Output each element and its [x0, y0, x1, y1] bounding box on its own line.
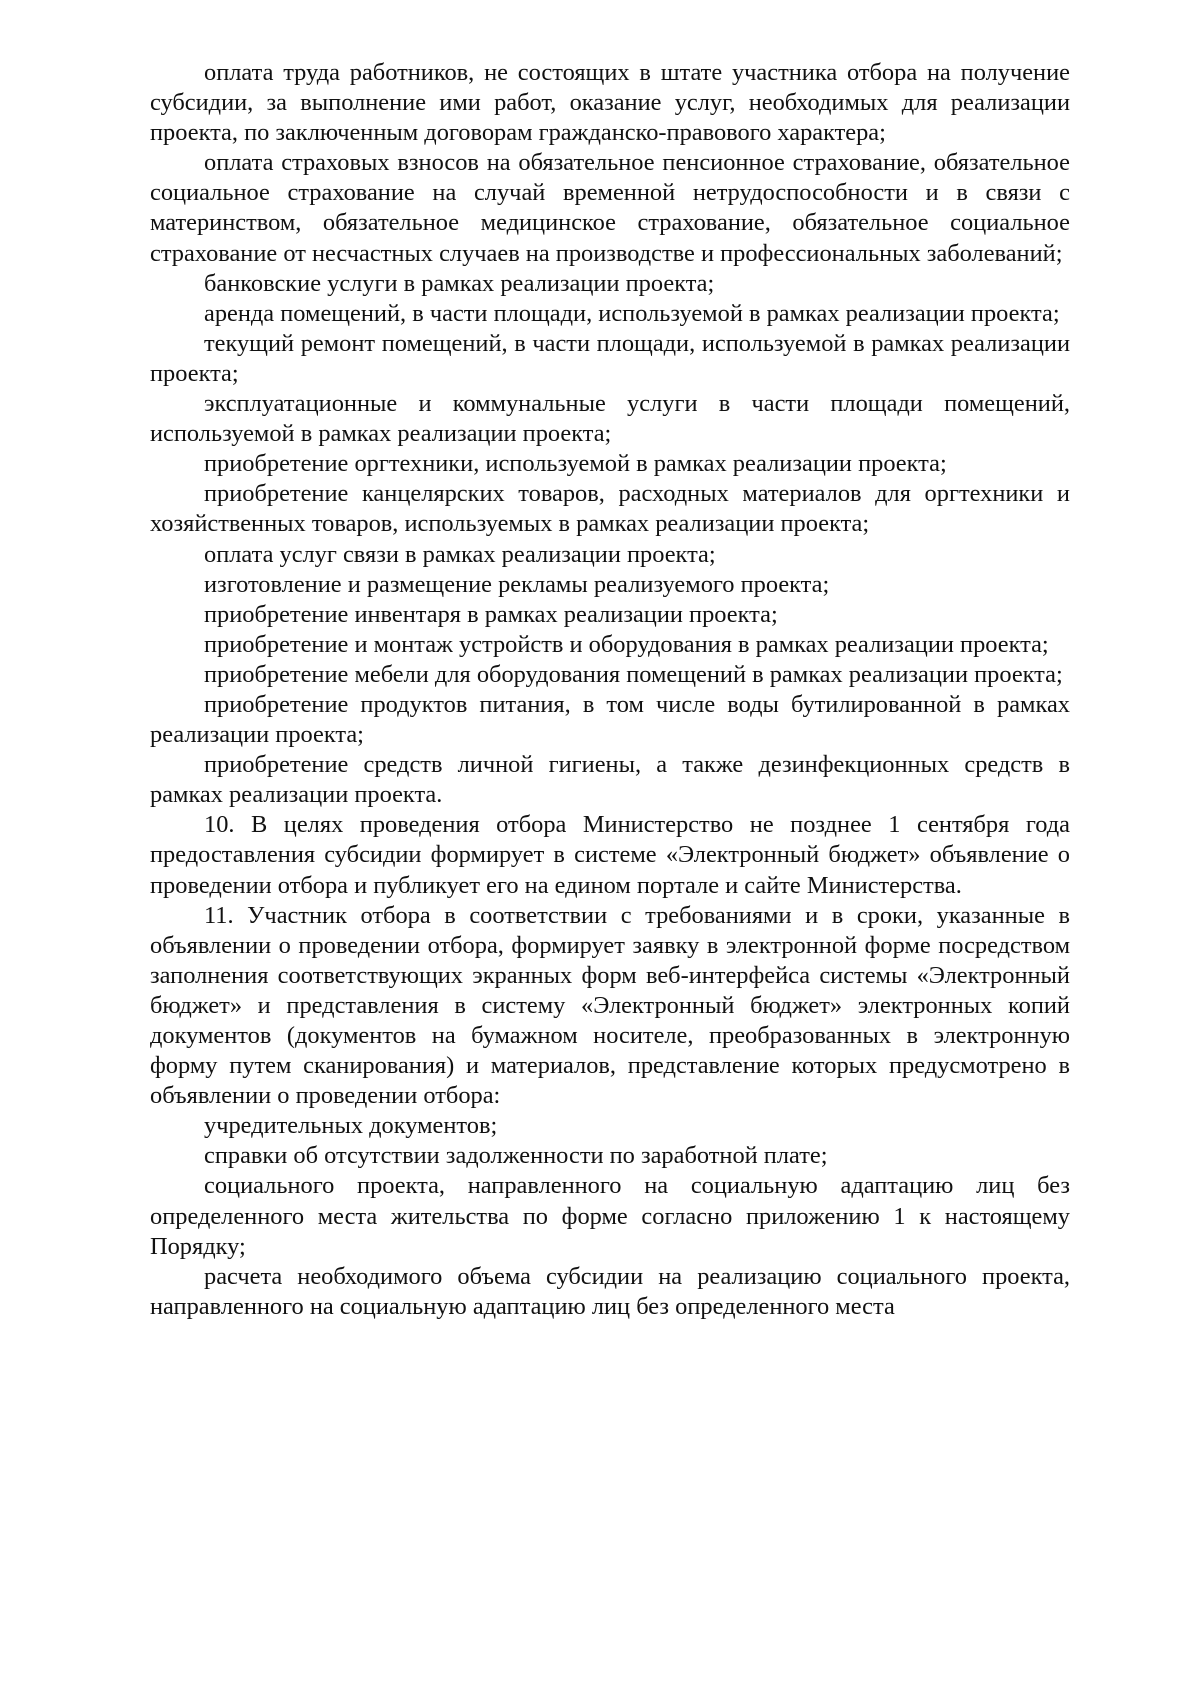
paragraph-utilities: эксплуатационные и коммунальные услуги в части площади помещений, используемой в рамках реализации проекта;: [150, 390, 1070, 448]
paragraph-contractor-pay: оплата труда работников, не состоящих в штате участника отбора на получение субсидии, за выполнение ими работ, оказание услуг, необходимых для реализации проекта, по заключенным договорам гражданско-правового характера;: [150, 59, 1070, 147]
paragraph-furniture: приобретение мебели для оборудования помещений в рамках реализации проекта;: [204, 660, 1063, 688]
paragraph-clause-11: 11. Участник отбора в соответствии с требованиями и в сроки, указанные в объявлении о проведении отбора, формирует заявку в электронной форме посредством заполнения соответствующих экранных форм веб-интерфейса системы «Электронный бюджет» и представления в систему «Электронный бюджет» электронных копий документов (документов на бумажном носителе, преобразованных в электронную форму путем сканирования) и материалов, представление которых предусмотрено в объявлении о проведении отбора:: [150, 901, 1070, 1110]
paragraph-insurance-contributions: оплата страховых взносов на обязательное пенсионное страхование, обязательное социальное страхование на случай временной нетрудоспособности и в связи с материнством, обязательное медицинское страхование, обязательное социальное страхование от несчастных случаев на производстве и профессиональных заболеваний;: [150, 149, 1070, 267]
paragraph-devices-installation: приобретение и монтаж устройств и оборудования в рамках реализации проекта;: [204, 630, 1049, 658]
paragraph-communication: оплата услуг связи в рамках реализации проекта;: [204, 540, 716, 568]
paragraph-social-project: социального проекта, направленного на социальную адаптацию лиц без определенного места жительства по форме согласно приложению 1 к настоящему Порядку;: [150, 1172, 1070, 1260]
paragraph-advertising: изготовление и размещение рекламы реализуемого проекта;: [204, 570, 830, 598]
paragraph-banking-services: банковские услуги в рамках реализации проекта;: [204, 269, 715, 297]
paragraph-premises-repair: текущий ремонт помещений, в части площади, используемой в рамках реализации проекта;: [150, 329, 1070, 387]
paragraph-founding-documents: учредительных документов;: [204, 1112, 498, 1140]
paragraph-inventory: приобретение инвентаря в рамках реализации проекта;: [204, 600, 778, 628]
paragraph-office-equipment: приобретение оргтехники, используемой в рамках реализации проекта;: [204, 450, 947, 478]
paragraph-hygiene: приобретение средств личной гигиены, а также дезинфекционных средств в рамках реализации проекта.: [150, 751, 1070, 809]
paragraph-clause-10: 10. В целях проведения отбора Министерство не позднее 1 сентября года предоставления субсидии формирует в системе «Электронный бюджет» объявление о проведении отбора и публикует его на едином портале и сайте Министерства.: [150, 811, 1070, 899]
paragraph-subsidy-calculation: расчета необходимого объема субсидии на реализацию социального проекта, направленного на социальную адаптацию лиц без определенного места: [150, 1262, 1070, 1320]
paragraph-food-products: приобретение продуктов питания, в том числе воды бутилированной в рамках реализации проекта;: [150, 690, 1070, 749]
paragraph-salary-debt-certificate: справки об отсутствии задолженности по заработной плате;: [204, 1142, 828, 1170]
paragraph-stationery: приобретение канцелярских товаров, расходных материалов для оргтехники и хозяйственных товаров, используемых в рамках реализации проекта;: [150, 480, 1070, 538]
document-page: [150, 58, 1070, 1322]
paragraph-premises-rent: аренда помещений, в части площади, используемой в рамках реализации проекта;: [204, 299, 1060, 327]
